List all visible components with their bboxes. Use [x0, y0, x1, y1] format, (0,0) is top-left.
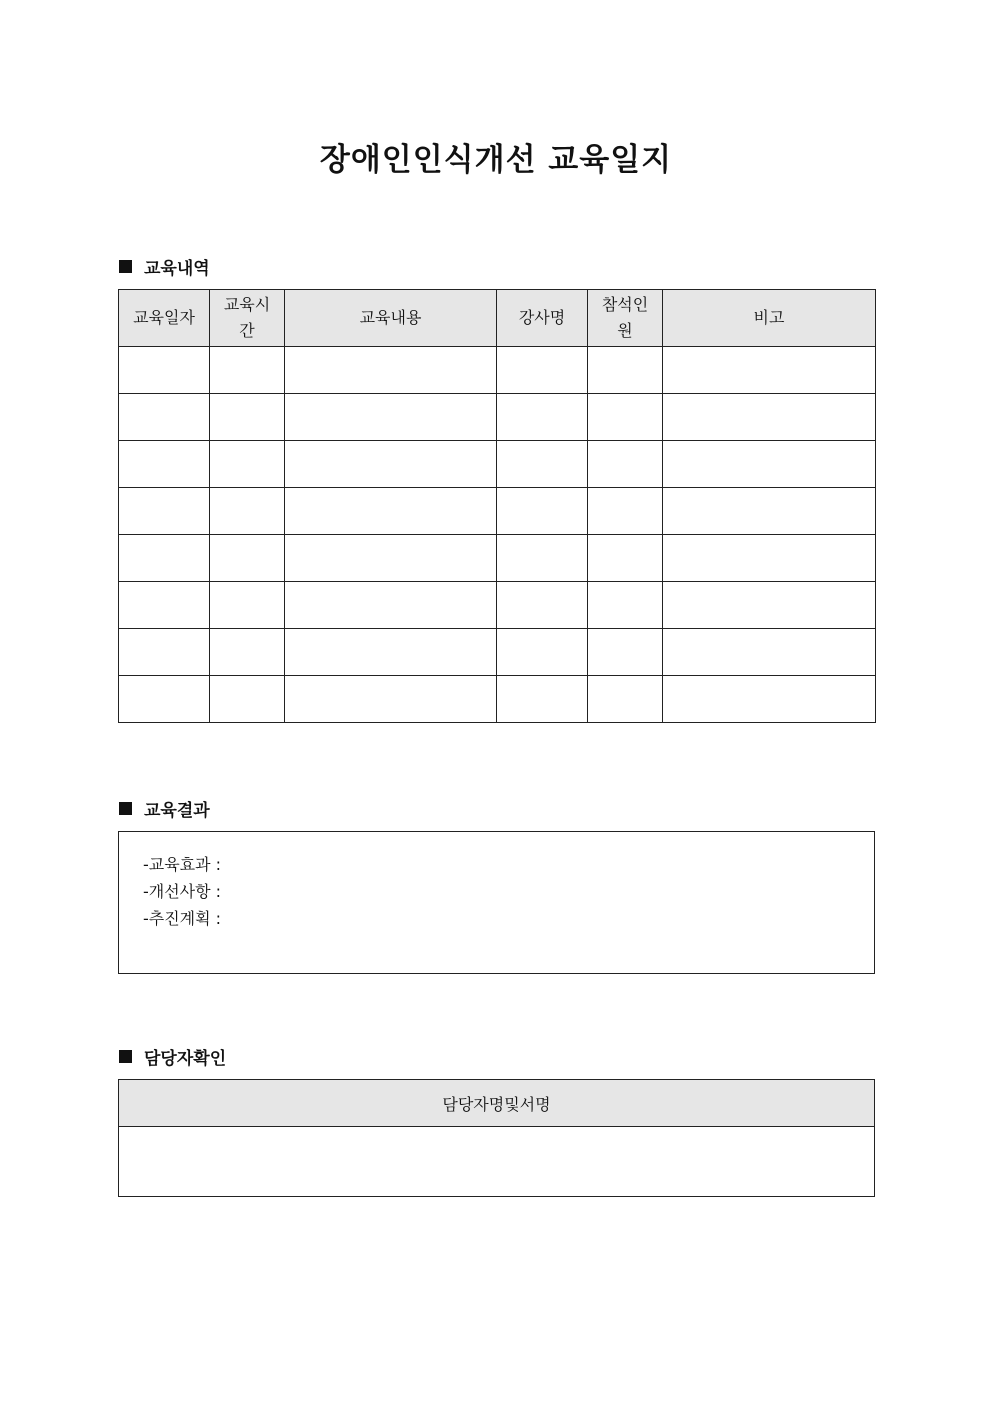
- document-title: 장애인인식개선 교육일지: [319, 142, 673, 178]
- table-header-row: [119, 1080, 875, 1127]
- content-cell[interactable]: [285, 488, 497, 535]
- section-heading-label: 담당자확인: [144, 1049, 227, 1069]
- square-bullet-icon: [119, 260, 132, 273]
- education-results-box[interactable]: [118, 831, 875, 974]
- table-row: [119, 441, 876, 488]
- result-line-improvements: -개선사항 :: [143, 882, 222, 901]
- result-line-effect: -교육효과 :: [143, 855, 222, 874]
- instructor-cell[interactable]: [497, 629, 588, 676]
- attendees-cell[interactable]: [588, 347, 663, 394]
- remarks-cell[interactable]: [663, 441, 876, 488]
- attendees-cell[interactable]: [588, 582, 663, 629]
- column-header-remarks: 비고: [663, 290, 876, 347]
- column-header-date: 교육일자: [119, 290, 210, 347]
- time-cell[interactable]: [210, 441, 285, 488]
- table-row: [119, 582, 876, 629]
- column-header-content: 교육내용: [285, 290, 497, 347]
- attendees-cell[interactable]: [588, 629, 663, 676]
- instructor-cell[interactable]: [497, 535, 588, 582]
- column-header-manager-signature: 담당자명및서명: [119, 1080, 875, 1127]
- content-cell[interactable]: [285, 676, 497, 723]
- remarks-cell[interactable]: [663, 535, 876, 582]
- square-bullet-icon: [119, 1050, 132, 1063]
- date-cell[interactable]: [119, 441, 210, 488]
- section-heading-label: 교육내역: [144, 259, 210, 279]
- date-cell[interactable]: [119, 629, 210, 676]
- manager-signature-table: [118, 1079, 875, 1197]
- content-cell[interactable]: [285, 629, 497, 676]
- attendees-cell[interactable]: [588, 488, 663, 535]
- section-heading-education-details: [119, 254, 210, 279]
- time-cell[interactable]: [210, 535, 285, 582]
- section-heading-label: 교육결과: [144, 801, 210, 821]
- time-cell[interactable]: [210, 676, 285, 723]
- remarks-cell[interactable]: [663, 488, 876, 535]
- instructor-cell[interactable]: [497, 582, 588, 629]
- column-header-time: 교육시간: [210, 290, 285, 347]
- table-row: [119, 535, 876, 582]
- time-cell[interactable]: [210, 347, 285, 394]
- content-cell[interactable]: [285, 441, 497, 488]
- column-header-instructor: 강사명: [497, 290, 588, 347]
- attendees-cell[interactable]: [588, 394, 663, 441]
- remarks-cell[interactable]: [663, 629, 876, 676]
- instructor-cell[interactable]: [497, 676, 588, 723]
- table-header-row: [119, 290, 876, 347]
- instructor-cell[interactable]: [497, 347, 588, 394]
- table-row: [119, 347, 876, 394]
- education-details-table: [118, 289, 876, 723]
- time-cell[interactable]: [210, 629, 285, 676]
- column-header-attendees: 참석인원: [588, 290, 663, 347]
- result-line-plan: -추진계획 :: [143, 909, 222, 928]
- content-cell[interactable]: [285, 347, 497, 394]
- section-heading-manager-confirmation: [119, 1044, 226, 1069]
- signature-cell[interactable]: [119, 1127, 875, 1197]
- date-cell[interactable]: [119, 535, 210, 582]
- date-cell[interactable]: [119, 394, 210, 441]
- attendees-cell[interactable]: [588, 535, 663, 582]
- remarks-cell[interactable]: [663, 676, 876, 723]
- table-row: [119, 488, 876, 535]
- square-bullet-icon: [119, 802, 132, 815]
- remarks-cell[interactable]: [663, 347, 876, 394]
- table-row: [119, 1127, 875, 1197]
- remarks-cell[interactable]: [663, 582, 876, 629]
- table-row: [119, 394, 876, 441]
- remarks-cell[interactable]: [663, 394, 876, 441]
- attendees-cell[interactable]: [588, 441, 663, 488]
- table-row: [119, 676, 876, 723]
- time-cell[interactable]: [210, 582, 285, 629]
- instructor-cell[interactable]: [497, 488, 588, 535]
- content-cell[interactable]: [285, 394, 497, 441]
- section-heading-education-results: [119, 796, 210, 821]
- date-cell[interactable]: [119, 488, 210, 535]
- date-cell[interactable]: [119, 676, 210, 723]
- date-cell[interactable]: [119, 347, 210, 394]
- table-row: [119, 629, 876, 676]
- content-cell[interactable]: [285, 535, 497, 582]
- instructor-cell[interactable]: [497, 394, 588, 441]
- time-cell[interactable]: [210, 488, 285, 535]
- date-cell[interactable]: [119, 582, 210, 629]
- content-cell[interactable]: [285, 582, 497, 629]
- instructor-cell[interactable]: [497, 441, 588, 488]
- attendees-cell[interactable]: [588, 676, 663, 723]
- time-cell[interactable]: [210, 394, 285, 441]
